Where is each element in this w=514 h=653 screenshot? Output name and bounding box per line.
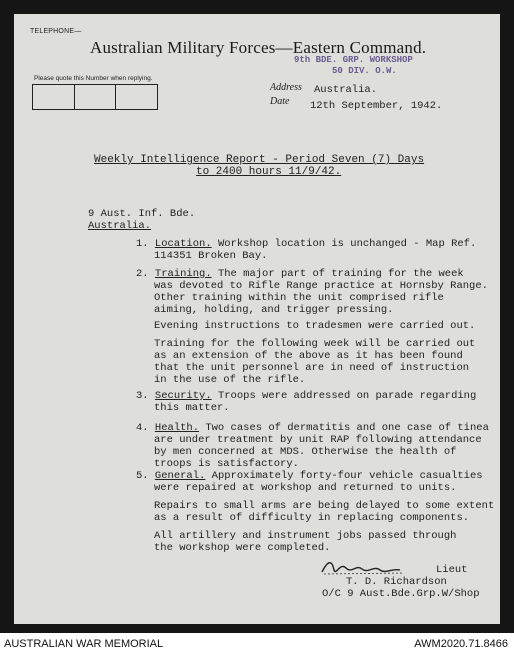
letterhead-title: Australian Military Forces—Eastern Command. xyxy=(90,38,427,57)
unit-stamp-line1: 9th BDE. GRP. WORKSHOP xyxy=(294,55,413,65)
footer-institution: AUSTRALIAN WAR MEMORIAL xyxy=(4,638,164,650)
item-2-line: aiming, holding, and trigger pressing. xyxy=(154,304,394,316)
reference-number-boxes xyxy=(32,84,158,110)
signature-title: O/C 9 Aust.Bde.Grp.W/Shop xyxy=(322,588,480,600)
subject-line-1: Weekly Intelligence Report - Period Seven (7) Days xyxy=(94,154,425,166)
item-5-line: were repaired at workshop and returned to units. xyxy=(154,482,457,494)
unit-stamp-line2: 50 DIV. O.W. xyxy=(332,66,397,76)
subject-line-2: to 2400 hours 11/9/42. xyxy=(196,166,342,178)
item-2: 2. Training. The major part of training for the week xyxy=(136,268,464,280)
address-value: Australia. xyxy=(314,84,378,96)
item-3: 3. Security. Troops were addressed on parade regarding xyxy=(136,390,477,402)
date-value: 12th September, 1942. xyxy=(310,100,443,112)
quote-note: Please quote this Number when replying. xyxy=(34,75,153,82)
footer-accession-number: AWM2020.71.8466 xyxy=(414,638,508,650)
item-1: 1. Location. Workshop location is unchanged - Map Ref. xyxy=(136,238,477,250)
item-4: 4. Health. Two cases of dermatitis and one case of tinea xyxy=(136,422,489,434)
item-5-paragraph: Repairs to small arms are being delayed to some extent xyxy=(154,500,495,512)
signature-rank: Lieut xyxy=(436,564,468,576)
item-2-paragraph: in the use of the rifle. xyxy=(154,374,306,386)
item-2-paragraph: Training for the following week will be carried out xyxy=(154,338,476,350)
item-5-paragraph: the workshop were completed. xyxy=(154,542,331,554)
item-1-line: 114351 Broken Bay. xyxy=(154,250,268,262)
item-3-line: this matter. xyxy=(154,402,230,414)
date-label: Date xyxy=(270,96,290,107)
item-2-paragraph: as an extension of the above as it has been found xyxy=(154,350,463,362)
item-4-line: are under treatment by unit RAP following attendance xyxy=(154,434,482,446)
item-2-line: was devoted to Rifle Range practice at Hornsby Range. xyxy=(154,280,488,292)
item-4-line: troops is satisfactory. xyxy=(154,458,299,470)
item-2-line: Other training within the unit comprised rifle xyxy=(154,292,444,304)
item-4-line: by men concerned at MDS. Otherwise the health of xyxy=(154,446,457,458)
recipient-line-1: 9 Aust. Inf. Bde. xyxy=(88,208,196,220)
item-5-paragraph: as a result of difficulty in replacing components. xyxy=(154,512,470,524)
item-5: 5. General. Approximately forty-four vehicle casualties xyxy=(136,470,483,482)
address-label: Address xyxy=(270,82,302,93)
recipient-line-2: Australia. xyxy=(88,220,152,232)
handwritten-signature xyxy=(318,556,408,578)
item-2-paragraph: Evening instructions to tradesmen were carried out. xyxy=(154,320,476,332)
signature-name: T. D. Richardson xyxy=(346,576,447,588)
item-2-paragraph: that the unit personnel are in need of instruction xyxy=(154,362,470,374)
item-5-paragraph: All artillery and instrument jobs passed through xyxy=(154,530,457,542)
telephone-label: TELEPHONE— xyxy=(30,28,82,35)
